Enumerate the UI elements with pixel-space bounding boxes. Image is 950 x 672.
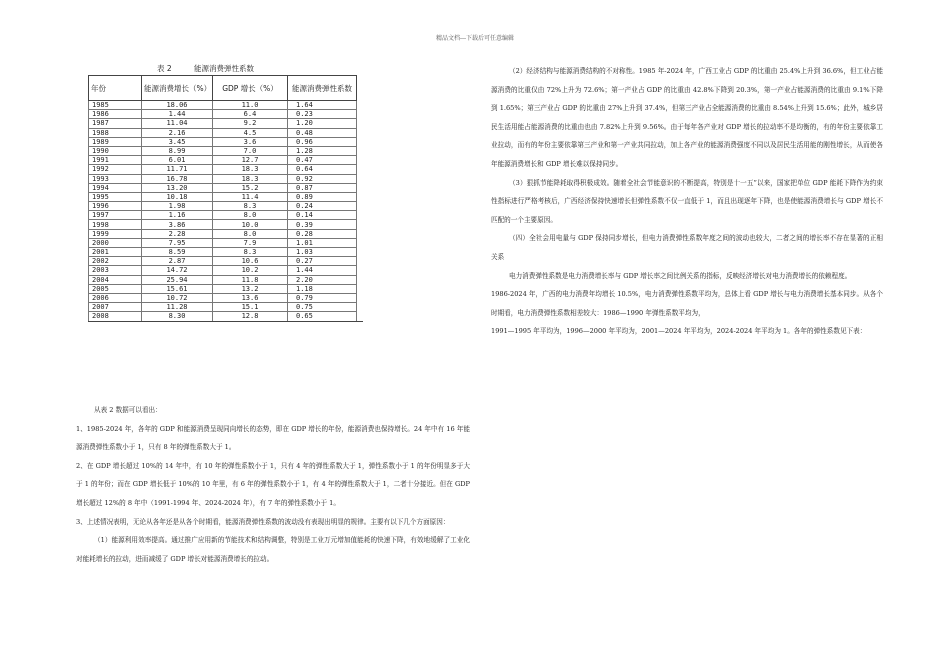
header-elasticity: 能源消费弹性系数 xyxy=(288,76,357,101)
cell-elasticity: 1.18 xyxy=(288,284,357,293)
cell-elasticity: 1.03 xyxy=(288,248,357,257)
cell-energy-growth: 2.28 xyxy=(142,229,213,238)
cell-year: 1985 xyxy=(89,101,142,110)
cell-energy-growth: 15.61 xyxy=(142,284,213,293)
cell-gdp-growth: 3.6 xyxy=(213,137,288,146)
cell-gdp-growth: 15.1 xyxy=(213,303,288,312)
table-row xyxy=(89,137,364,146)
cell-energy-growth: 13.20 xyxy=(142,183,213,192)
cell-year: 2006 xyxy=(89,293,142,302)
table-number: 表 2 xyxy=(156,64,172,73)
cell-gdp-growth: 4.5 xyxy=(213,128,288,137)
table-row xyxy=(89,257,364,266)
cell-gdp-growth: 8.3 xyxy=(213,202,288,211)
cell-elasticity: 1.28 xyxy=(288,146,357,155)
cell-gdp-growth: 10.2 xyxy=(213,266,288,275)
cell-spacer xyxy=(357,174,364,183)
table-row xyxy=(89,220,364,229)
table-row xyxy=(89,101,364,110)
cell-year: 2002 xyxy=(89,257,142,266)
header-energy-growth: 能源消费增长（%） xyxy=(142,76,213,101)
cell-energy-growth: 10.72 xyxy=(142,293,213,302)
table-title xyxy=(48,63,363,74)
cell-energy-growth: 7.95 xyxy=(142,238,213,247)
cell-elasticity: 0.64 xyxy=(288,165,357,174)
cell-elasticity: 0.87 xyxy=(288,183,357,192)
cell-elasticity: 1.64 xyxy=(288,101,357,110)
cell-elasticity: 0.65 xyxy=(288,312,357,321)
table-row xyxy=(89,293,364,302)
cell-energy-growth: 3.86 xyxy=(142,220,213,229)
left-intro: 从表 2 数据可以看出： xyxy=(94,406,162,414)
cell-elasticity: 1.20 xyxy=(288,119,357,128)
cell-elasticity: 0.75 xyxy=(288,303,357,312)
cell-spacer xyxy=(357,146,364,155)
cell-year: 2005 xyxy=(89,284,142,293)
table-row xyxy=(89,174,364,183)
cell-spacer xyxy=(357,303,364,312)
cell-year: 2007 xyxy=(89,303,142,312)
cell-energy-growth: 6.01 xyxy=(142,156,213,165)
cell-elasticity: 1.01 xyxy=(288,238,357,247)
table-row xyxy=(89,202,364,211)
cell-year: 1989 xyxy=(89,137,142,146)
left-point-4: （1）能源利用效率提高。通过推广应用新的节能技术和结构调整，特别是工业万元增加值能耗的快速下降，有效地缓解了工业化对能耗增长的拉动，进而减缓了 GDP 增长对能源消费增长的拉动。 xyxy=(76,536,470,563)
table-row xyxy=(89,284,364,293)
cell-spacer xyxy=(357,101,364,110)
cell-gdp-growth: 18.3 xyxy=(213,165,288,174)
table-row xyxy=(89,229,364,238)
left-point-3: 3、上述情况表明，无论从各年还是从各个时期看，能源消费弹性系数的波动没有表现出明显的规律。主要有以下几个方面原因： xyxy=(76,517,450,526)
cell-energy-growth: 2.16 xyxy=(142,128,213,137)
table-row xyxy=(89,165,364,174)
cell-year: 1992 xyxy=(89,165,142,174)
cell-gdp-growth: 7.9 xyxy=(213,238,288,247)
cell-spacer xyxy=(357,248,364,257)
cell-gdp-growth: 7.0 xyxy=(213,146,288,155)
cell-year: 1994 xyxy=(89,183,142,192)
table-header-row xyxy=(89,76,364,101)
cell-energy-growth: 8.99 xyxy=(142,146,213,155)
cell-year: 1990 xyxy=(89,146,142,155)
cell-energy-growth: 2.87 xyxy=(142,257,213,266)
cell-energy-growth: 1.44 xyxy=(142,110,213,119)
cell-energy-growth: 8.59 xyxy=(142,248,213,257)
cell-spacer xyxy=(357,284,364,293)
table-row xyxy=(89,183,364,192)
cell-spacer xyxy=(357,220,364,229)
cell-spacer xyxy=(357,266,364,275)
right-para-5: 1986-2024 年，广西的电力消费年均增长 10.5%，电力消费弹性系数平均为，总体上看 GDP 增长与电力消费增长基本同步。从各个时期看，电力消费弹性系数相差较大：1986—1990 年弹性系数平均为， xyxy=(491,290,883,317)
right-para-1: （2）经济结构与能源消费结构的不对称性。1985 年-2024 年，广西工业占 GDP 的比重由 25.4%上升到 36.6%，但工业占能源消费的比重仅由 72%上升为 72.6%；第一产业占 GDP 的比重由 42.8%下降到 20.3%，第一产业占能源消费的比重由 9.1%下降到 1.65%；第三产业占 GDP 的比重由 27%上升到 37.4%，但第三产业占全能源消费的比重由 8.54%上升到 15.6%；此外，城乡居民生活用能占能源消费的比重由也由 7.82%上升到 9.56%。由于每年各产业对 GDP 增长的拉动率不是均衡的，有的年份主要依靠工业拉动，而有的年份主要依靠第三产业和第一产业共同拉动，加上各产业的能源消费强度不同以及居民生活用能的刚性增长，从而使各年能源消费增长和 GDP 增长难以保持同步。 xyxy=(491,67,883,168)
table-row xyxy=(89,312,364,321)
cell-year: 1991 xyxy=(89,156,142,165)
table-row xyxy=(89,266,364,275)
table-caption: 能源消费弹性系数 xyxy=(194,64,255,73)
cell-gdp-growth: 8.3 xyxy=(213,248,288,257)
cell-spacer xyxy=(357,128,364,137)
cell-year: 1998 xyxy=(89,220,142,229)
table-row xyxy=(89,275,364,284)
cell-year: 1997 xyxy=(89,211,142,220)
cell-energy-growth: 10.18 xyxy=(142,192,213,201)
table-row xyxy=(89,156,364,165)
cell-elasticity: 0.48 xyxy=(288,128,357,137)
cell-gdp-growth: 15.2 xyxy=(213,183,288,192)
right-column-text xyxy=(491,62,883,341)
cell-elasticity: 0.39 xyxy=(288,220,357,229)
energy-elasticity-table-section xyxy=(88,63,363,322)
cell-energy-growth: 11.04 xyxy=(142,119,213,128)
cell-elasticity: 0.89 xyxy=(288,192,357,201)
cell-year: 1988 xyxy=(89,128,142,137)
table-row xyxy=(89,128,364,137)
cell-energy-growth: 11.28 xyxy=(142,303,213,312)
table-row xyxy=(89,146,364,155)
cell-year: 1987 xyxy=(89,119,142,128)
cell-gdp-growth: 11.8 xyxy=(213,275,288,284)
header-gdp-growth: GDP 增长（%） xyxy=(213,76,288,101)
header-year: 年份 xyxy=(89,76,142,101)
cell-spacer xyxy=(357,275,364,284)
cell-elasticity: 0.47 xyxy=(288,156,357,165)
cell-year: 1996 xyxy=(89,202,142,211)
right-para-6: 1991—1995 年平均为，1996—2000 年平均为，2001—2024 年平均为，2024-2024 年平均为 1。各年的弹性系数见下表： xyxy=(491,327,867,336)
cell-year: 2008 xyxy=(89,312,142,321)
cell-elasticity: 0.23 xyxy=(288,110,357,119)
cell-year: 2004 xyxy=(89,275,142,284)
header-spacer xyxy=(357,76,364,101)
cell-spacer xyxy=(357,238,364,247)
cell-year: 2000 xyxy=(89,238,142,247)
cell-year: 2003 xyxy=(89,266,142,275)
energy-elasticity-table xyxy=(88,75,363,322)
cell-gdp-growth: 9.2 xyxy=(213,119,288,128)
right-para-3: （四）全社会用电量与 GDP 保持同步增长，但电力消费弹性系数年度之间的波动也较大，二者之间的增长率不存在显著的正相关系 xyxy=(491,234,883,261)
cell-energy-growth: 18.06 xyxy=(142,101,213,110)
cell-spacer xyxy=(357,202,364,211)
cell-elasticity: 1.44 xyxy=(288,266,357,275)
cell-gdp-growth: 8.0 xyxy=(213,211,288,220)
cell-energy-growth: 14.72 xyxy=(142,266,213,275)
cell-spacer xyxy=(357,156,364,165)
cell-energy-growth: 3.45 xyxy=(142,137,213,146)
cell-spacer xyxy=(357,165,364,174)
cell-energy-growth: 1.16 xyxy=(142,211,213,220)
cell-energy-growth: 11.71 xyxy=(142,165,213,174)
cell-elasticity: 0.24 xyxy=(288,202,357,211)
page-header: 精品文档---下载后可任意编辑 xyxy=(435,35,515,42)
cell-elasticity: 0.92 xyxy=(288,174,357,183)
cell-spacer xyxy=(357,119,364,128)
cell-elasticity: 0.28 xyxy=(288,229,357,238)
table-row xyxy=(89,110,364,119)
table-row xyxy=(89,303,364,312)
table-body xyxy=(89,101,364,322)
cell-gdp-growth: 13.2 xyxy=(213,284,288,293)
cell-gdp-growth: 11.4 xyxy=(213,192,288,201)
cell-gdp-growth: 13.6 xyxy=(213,293,288,302)
cell-gdp-growth: 12.7 xyxy=(213,156,288,165)
table-row xyxy=(89,248,364,257)
cell-spacer xyxy=(357,257,364,266)
cell-spacer xyxy=(357,192,364,201)
cell-spacer xyxy=(357,229,364,238)
cell-year: 1986 xyxy=(89,110,142,119)
cell-gdp-growth: 6.4 xyxy=(213,110,288,119)
table-row xyxy=(89,211,364,220)
cell-elasticity: 0.27 xyxy=(288,257,357,266)
table-row xyxy=(89,238,364,247)
cell-energy-growth: 1.98 xyxy=(142,202,213,211)
cell-gdp-growth: 10.0 xyxy=(213,220,288,229)
cell-year: 1999 xyxy=(89,229,142,238)
table-row xyxy=(89,119,364,128)
cell-gdp-growth: 10.6 xyxy=(213,257,288,266)
cell-spacer xyxy=(357,110,364,119)
cell-elasticity: 0.79 xyxy=(288,293,357,302)
cell-elasticity: 0.14 xyxy=(288,211,357,220)
cell-year: 1993 xyxy=(89,174,142,183)
cell-gdp-growth: 11.0 xyxy=(213,101,288,110)
cell-spacer xyxy=(357,293,364,302)
cell-elasticity: 2.20 xyxy=(288,275,357,284)
cell-gdp-growth: 8.0 xyxy=(213,229,288,238)
cell-spacer xyxy=(357,312,364,321)
cell-spacer xyxy=(357,211,364,220)
cell-elasticity: 0.96 xyxy=(288,137,357,146)
cell-spacer xyxy=(357,137,364,146)
cell-energy-growth: 8.30 xyxy=(142,312,213,321)
left-column-text xyxy=(76,401,470,568)
cell-year: 2001 xyxy=(89,248,142,257)
cell-energy-growth: 25.94 xyxy=(142,275,213,284)
table-row xyxy=(89,192,364,201)
right-para-2: （3）狠抓节能降耗取得积极成效。随着全社会节能意识的不断提高，特别是十一五”以来，国家把单位 GDP 能耗下降作为约束性指标进行严格考核后，广西经济保持快速增长但弹性系数不仅一直低于 1，而且出现逐年下降，也是使能源消费增长与 GDP 增长不匹配的一个主要原因。 xyxy=(491,178,883,224)
right-para-4: 电力消费弹性系数是电力消费增长率与 GDP 增长率之间比例关系的指标，反映经济增长对电力消费增长的依赖程度。 xyxy=(509,271,852,280)
cell-gdp-growth: 12.8 xyxy=(213,312,288,321)
cell-gdp-growth: 18.3 xyxy=(213,174,288,183)
left-point-1: 1、1985-2024 年，各年的 GDP 和能源消费呈现同向增长的态势，即在 GDP 增长的年份，能源消费也保持增长。24 年中有 16 年能源消费弹性系数小于 1，只有 8 年的弹性系数大于 1。 xyxy=(76,424,470,452)
cell-year: 1995 xyxy=(89,192,142,201)
cell-energy-growth: 16.78 xyxy=(142,174,213,183)
left-point-2: 2、在 GDP 增长超过 10%的 14 年中，有 10 年的弹性系数小于 1，只有 4 年的弹性系数大于 1，弹性系数小于 1 的年份明显多于大于 1 的年份；而在 GDP 增长低于 10%的 10 年里，有 6 年的弹性系数小于 1，有 4 年的弹性系数大于 1，二者十分接近。但在 GDP 增长超过 12%的 8 年中（1991-1994 年、2024-2024 年），有 7 年的弹性系数小于 1。 xyxy=(76,461,470,507)
cell-spacer xyxy=(357,183,364,192)
